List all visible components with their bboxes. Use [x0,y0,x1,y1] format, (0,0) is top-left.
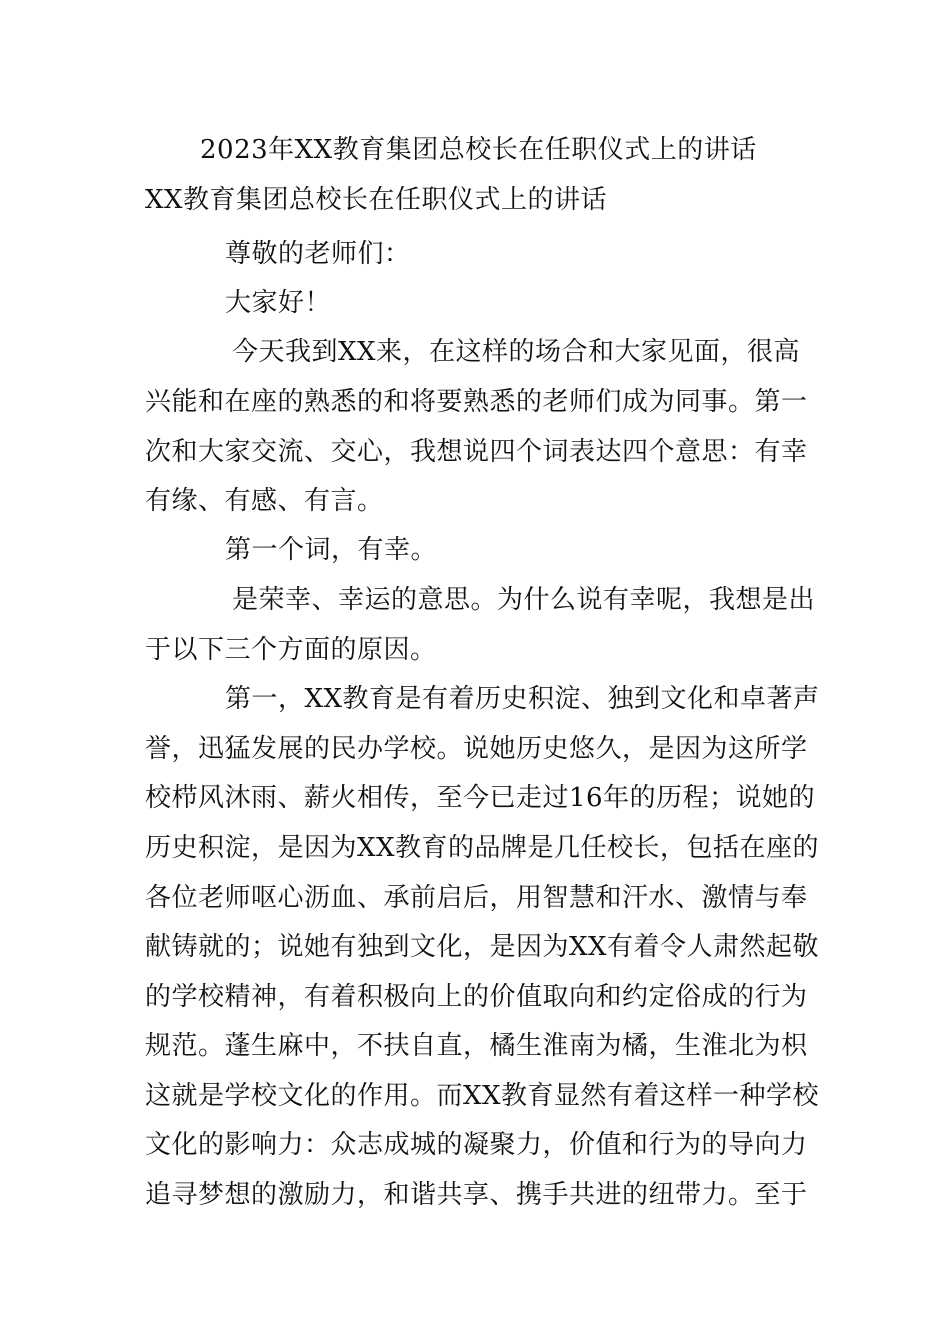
subtitle-line: XX教育集团总校长在任职仪式上的讲话 [145,185,608,215]
paragraph-line: 是荣幸、幸运的意思。为什么说有幸呢，我想是出 [232,585,816,615]
document-title: 2023年XX教育集团总校长在任职仪式上的讲话 [200,135,757,165]
paragraph-line: 于以下三个方面的原因。 [145,635,437,665]
paragraph-line: 今天我到XX来，在这样的场合和大家见面，很高 [232,337,801,367]
greeting-line: 大家好！ [225,288,332,318]
paragraph-line: 献铸就的；说她有独到文化，是因为XX有着令人肃然起敬 [145,932,820,962]
paragraph-line: 这就是学校文化的作用。而XX教育显然有着这样一种学校 [145,1081,820,1111]
section-heading-line: 第一个词，有幸。 [225,535,438,565]
paragraph-line: 的学校精神，有着积极向上的价值取向和约定俗成的行为 [145,982,808,1012]
salutation-line: 尊敬的老师们： [225,239,411,269]
paragraph-line: 文化的影响力：众志成城的凝聚力，价值和行为的导向力 [145,1130,808,1160]
paragraph-line: 次和大家交流、交心，我想说四个词表达四个意思：有幸 [145,437,808,467]
paragraph-line: 有缘、有感、有言。 [145,486,384,516]
paragraph-line: 校栉风沐雨、薪火相传，至今已走过16年的历程；说她的 [145,783,816,813]
paragraph-line: 追寻梦想的激励力，和谐共享、携手共进的纽带力。至于 [145,1180,808,1210]
paragraph-line: 各位老师呕心沥血、承前启后，用智慧和汗水、激情与奉 [145,883,808,913]
paragraph-line: 誉，迅猛发展的民办学校。说她历史悠久，是因为这所学 [145,734,808,764]
paragraph-line: 规范。蓬生麻中，不扶自直，橘生淮南为橘，生淮北为枳 [145,1031,808,1061]
paragraph-line: 第一，XX教育是有着历史积淀、独到文化和卓著声 [225,684,820,714]
paragraph-line: 兴能和在座的熟悉的和将要熟悉的老师们成为同事。第一 [145,387,808,417]
paragraph-line: 历史积淀，是因为XX教育的品牌是几任校长，包括在座的 [145,833,820,863]
